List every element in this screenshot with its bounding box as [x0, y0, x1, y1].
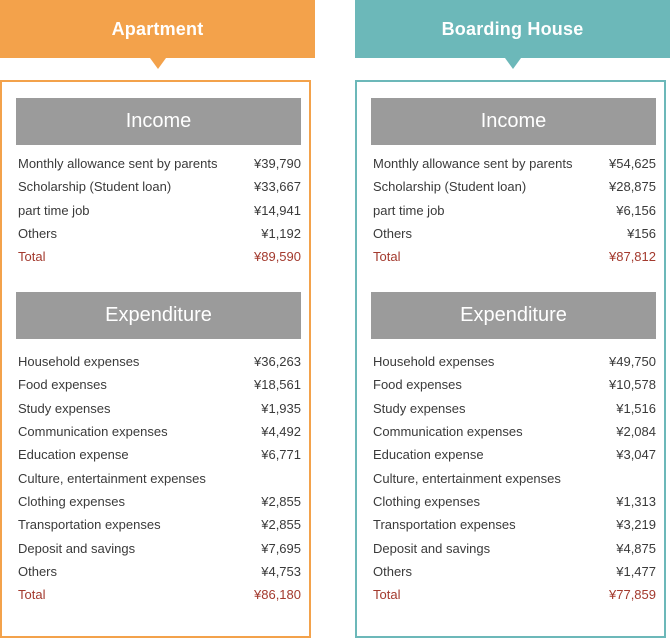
- list-item: [18, 536, 301, 559]
- row-value: ¥1,516: [616, 400, 656, 416]
- row-label: Study expenses: [18, 400, 111, 416]
- list-item: [18, 199, 301, 222]
- list-item: [373, 350, 656, 373]
- row-value: ¥3,219: [616, 517, 656, 533]
- expenditure-list: [373, 350, 656, 606]
- income-list: [18, 152, 301, 268]
- expenditure-total-row: [373, 583, 656, 606]
- list-item: [373, 560, 656, 583]
- row-value: ¥33,667: [254, 179, 301, 195]
- row-label: Monthly allowance sent by parents: [373, 156, 573, 172]
- row-label: Clothing expenses: [373, 493, 480, 509]
- income-total-row: [18, 245, 301, 268]
- row-value: ¥10,578: [609, 377, 656, 393]
- row-label: Others: [18, 226, 58, 242]
- row-value: ¥1,477: [616, 563, 656, 579]
- total-value: ¥89,590: [254, 249, 301, 265]
- total-value: ¥87,812: [609, 249, 656, 265]
- row-label: Household expenses: [18, 354, 140, 370]
- list-item: [18, 420, 301, 443]
- total-label: Total: [18, 587, 46, 603]
- row-label: Communication expenses: [18, 424, 168, 440]
- row-label: Scholarship (Student loan): [373, 179, 527, 195]
- list-item: [18, 397, 301, 420]
- row-value: ¥49,750: [609, 354, 656, 370]
- list-item: [18, 175, 301, 198]
- row-label: Education expense: [373, 447, 484, 463]
- row-label: part time job: [373, 202, 445, 218]
- row-value: ¥6,771: [261, 447, 301, 463]
- expenditure-heading: Expenditure: [16, 292, 301, 339]
- list-item: [373, 536, 656, 559]
- income-heading: Income: [16, 98, 301, 145]
- income-total-row: [373, 245, 656, 268]
- total-label: Total: [373, 249, 401, 265]
- row-label: Monthly allowance sent by parents: [18, 156, 218, 172]
- list-item: [18, 350, 301, 373]
- list-item: [373, 466, 656, 489]
- row-value: ¥14,941: [254, 202, 301, 218]
- row-label: Clothing expenses: [18, 493, 125, 509]
- row-label: Deposit and savings: [18, 540, 136, 556]
- apartment-tab: [0, 0, 315, 58]
- row-value: ¥2,855: [261, 517, 301, 533]
- list-item: [373, 175, 656, 198]
- list-item: [18, 152, 301, 175]
- row-label: Others: [18, 563, 58, 579]
- row-value: ¥156: [627, 226, 656, 242]
- boarding-house-column: [355, 0, 670, 640]
- row-label: Culture, entertainment expenses: [373, 470, 561, 486]
- row-value: ¥4,753: [261, 563, 301, 579]
- list-item: [18, 490, 301, 513]
- row-label: Education expense: [18, 447, 129, 463]
- row-value: ¥54,625: [609, 156, 656, 172]
- apartment-panel: [0, 80, 311, 638]
- list-item: [373, 443, 656, 466]
- row-label: Food expenses: [18, 377, 107, 393]
- expenditure-total-row: [18, 583, 301, 606]
- apartment-title: Apartment: [111, 18, 204, 39]
- row-label: Communication expenses: [373, 424, 523, 440]
- list-item: [18, 222, 301, 245]
- row-value: ¥2,084: [616, 424, 656, 440]
- expenditure-list: [18, 350, 301, 606]
- list-item: [373, 490, 656, 513]
- row-value: ¥1,313: [616, 493, 656, 509]
- boarding-house-tab: [355, 0, 670, 58]
- row-label: part time job: [18, 202, 90, 218]
- row-value: ¥4,875: [616, 540, 656, 556]
- total-value: ¥86,180: [254, 587, 301, 603]
- row-value: ¥18,561: [254, 377, 301, 393]
- row-value: ¥28,875: [609, 179, 656, 195]
- row-value: ¥7,695: [261, 540, 301, 556]
- row-value: ¥1,935: [261, 400, 301, 416]
- total-label: Total: [18, 249, 46, 265]
- row-value: ¥2,855: [261, 493, 301, 509]
- income-heading: Income: [371, 98, 656, 145]
- list-item: [18, 443, 301, 466]
- boarding-house-panel: [355, 80, 666, 638]
- row-label: Deposit and savings: [373, 540, 491, 556]
- list-item: [18, 560, 301, 583]
- list-item: [373, 397, 656, 420]
- expenditure-heading: Expenditure: [371, 292, 656, 339]
- total-label: Total: [373, 587, 401, 603]
- row-label: Others: [373, 563, 413, 579]
- row-value: ¥6,156: [616, 202, 656, 218]
- list-item: [373, 152, 656, 175]
- row-label: Transportation expenses: [373, 517, 516, 533]
- down-arrow-icon: [150, 58, 166, 69]
- list-item: [18, 513, 301, 536]
- row-value: ¥39,790: [254, 156, 301, 172]
- row-value: ¥36,263: [254, 354, 301, 370]
- list-item: [18, 373, 301, 396]
- row-label: Scholarship (Student loan): [18, 179, 172, 195]
- boarding-house-title: Boarding House: [441, 18, 584, 39]
- income-list: [373, 152, 656, 268]
- list-item: [373, 513, 656, 536]
- row-label: Food expenses: [373, 377, 462, 393]
- row-label: Transportation expenses: [18, 517, 161, 533]
- row-label: Others: [373, 226, 413, 242]
- apartment-column: [0, 0, 315, 640]
- list-item: [373, 373, 656, 396]
- row-value: ¥3,047: [616, 447, 656, 463]
- row-label: Culture, entertainment expenses: [18, 470, 206, 486]
- total-value: ¥77,859: [609, 587, 656, 603]
- row-label: Study expenses: [373, 400, 466, 416]
- row-value: ¥4,492: [261, 424, 301, 440]
- list-item: [373, 420, 656, 443]
- row-value: ¥1,192: [261, 226, 301, 242]
- list-item: [18, 466, 301, 489]
- row-label: Household expenses: [373, 354, 495, 370]
- list-item: [373, 199, 656, 222]
- down-arrow-icon: [505, 58, 521, 69]
- list-item: [373, 222, 656, 245]
